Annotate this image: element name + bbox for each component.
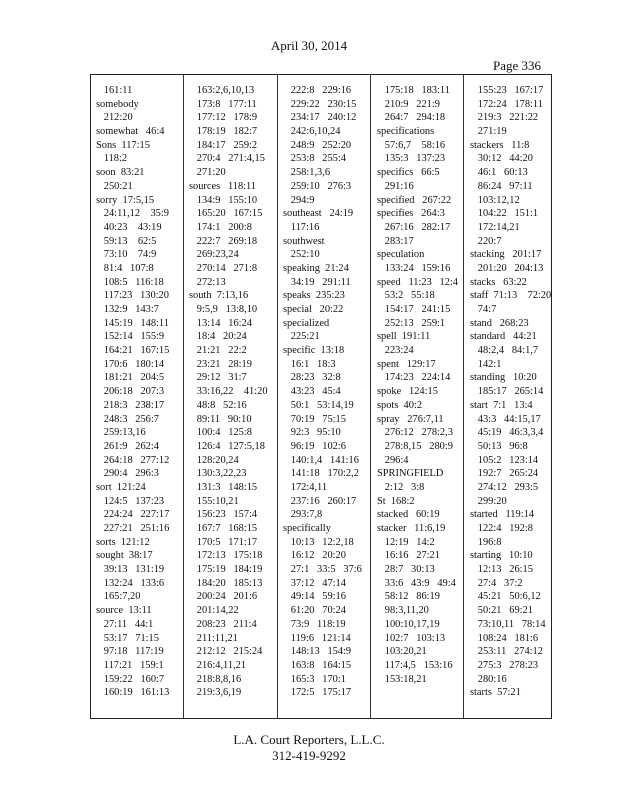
index-entry: stacked 60:19 (377, 509, 440, 521)
index-entry: soon 83:21 (96, 167, 145, 179)
index-entry: standard 44:21 (470, 331, 537, 343)
index-entry: 218:3 238:17 (96, 399, 165, 411)
index-entry: 103:12,12 (470, 194, 520, 206)
index-entry: specifies 264:3 (377, 208, 445, 220)
index-entry: 220:7 (470, 235, 502, 247)
index-entry: 33:6 43:9 49:4 (377, 577, 456, 589)
index-entry: 299:20 (470, 495, 507, 507)
index-entry: 108:5 116:18 (96, 276, 164, 288)
index-column-2 (189, 84, 275, 712)
index-entry: 117:21 159:1 (96, 659, 164, 671)
index-entry: stand 268:23 (470, 317, 529, 329)
index-entry: 117:4,5 153:16 (377, 659, 453, 671)
index-entry: 270:14 271:8 (189, 262, 258, 274)
index-entry: 96:19 102:6 (283, 440, 346, 452)
index-entry: 159:22 160:7 (96, 673, 165, 685)
index-entry: 296:4 (377, 454, 409, 466)
index-entry: 16:1 18:3 (283, 358, 336, 370)
index-entry: 105:2 123:14 (470, 454, 539, 466)
index-entry: staff 71:13 72:20 (470, 290, 552, 302)
index-entry: sorts 121:12 (96, 536, 150, 548)
index-entry: 271:19 (470, 126, 507, 138)
index-entry: 154:17 241:15 (377, 304, 451, 315)
index-entry: 291:16 (377, 180, 414, 192)
index-entry: 27:4 37:2 (470, 577, 523, 589)
page-date: April 30, 2014 (270, 38, 348, 53)
index-entry: somewhat 46:4 (96, 126, 165, 138)
index-entry: 98:3,11,20 (377, 605, 429, 617)
index-entry: 117:16 (283, 221, 320, 233)
index-entry: Sons 117:15 (96, 139, 150, 151)
index-column-3 (283, 84, 369, 712)
index-entry: 126:4 127:5,18 (189, 440, 265, 452)
index-entry: stacking 201:17 (470, 249, 542, 261)
index-entry: speculation (377, 249, 425, 261)
index-entry: 196:8 (470, 536, 502, 548)
index-entry: 252:10 (283, 249, 320, 261)
index-entry: 172:24 178:11 (470, 98, 543, 110)
index-entry: 178:19 182:7 (189, 126, 258, 138)
column-divider (463, 75, 464, 718)
index-entry: 24:11,12 35:9 (96, 208, 169, 220)
index-entry: stacker 11:6,19 (377, 523, 446, 534)
index-entry: 12:19 14:2 (377, 536, 435, 548)
index-entry: 73:9 118:19 (283, 618, 346, 630)
index-entry: 206:18 207:3 (96, 386, 165, 398)
index-entry: 132:24 133:6 (96, 577, 165, 589)
index-entry: 222:8 229:16 (283, 85, 352, 96)
index-entry: 174:1 200:8 (189, 221, 252, 233)
index-entry: 134:9 155:10 (189, 194, 258, 206)
index-entry: 280:16 (470, 673, 507, 685)
index-entry: 222:7 269:18 (189, 235, 258, 247)
index-entry: 40:23 43:19 (96, 221, 162, 233)
index-entry: 248:9 252:20 (283, 139, 352, 151)
index-entry: 33:16,22 41:20 (189, 386, 268, 398)
index-entry: 201:14,22 (189, 605, 239, 617)
index-entry: 223:24 (377, 345, 414, 357)
index-entry: speaking 21:24 (283, 262, 349, 274)
index-entry: 70:19 75:15 (283, 413, 346, 425)
index-entry: spray 276:7,11 (377, 413, 444, 425)
index-entry: 269:23,24 (189, 249, 239, 261)
index-entry: 39:13 131:19 (96, 564, 165, 576)
index-entry: sought 38:17 (96, 550, 153, 562)
index-entry: 164:21 167:15 (96, 345, 170, 357)
index-entry: 271:20 (189, 167, 226, 179)
index-entry: 100:4 125:8 (189, 427, 252, 439)
index-entry: 12:13 26:15 (470, 564, 533, 576)
index-entry: 59:13 62:5 (96, 235, 157, 247)
index-entry: 172:14,21 (470, 221, 520, 233)
index-entry: 267:16 282:17 (377, 221, 451, 233)
index-entry: 102:7 103:13 (377, 632, 446, 644)
index-entry: 104:22 151:1 (470, 208, 539, 220)
index-entry: source 13:11 (96, 605, 152, 617)
index-entry: 48:2,4 84:1,7 (470, 345, 539, 357)
page-number: Page 336 (493, 58, 542, 73)
index-entry: 117:23 130:20 (96, 290, 169, 302)
index-entry: 252:13 259:1 (377, 317, 446, 329)
index-entry: 57:6,7 58:16 (377, 139, 446, 151)
index-entry: 100:10,17,19 (377, 618, 440, 630)
index-entry: south 7:13,16 (189, 290, 249, 302)
index-entry: 165:3 170:1 (283, 673, 346, 685)
index-entry: 97:18 117:19 (96, 646, 164, 658)
index-entry: 212:20 (96, 112, 133, 124)
index-entry: 122:4 192:8 (470, 523, 533, 534)
index-entry: 28:7 30:13 (377, 564, 435, 576)
index-entry: 212:12 215:24 (189, 646, 263, 658)
index-entry: specifically (283, 523, 331, 534)
index-entry: 43:3 44:15,17 (470, 413, 541, 425)
index-entry: 174:23 224:14 (377, 372, 451, 384)
index-entry: 224:24 227:17 (96, 509, 170, 521)
index-entry: 128:20,24 (189, 454, 239, 466)
index-entry: 208:23 211:4 (189, 618, 257, 630)
index-entry: 118:2 (96, 153, 128, 165)
index-entry: 163:2,6,10,13 (189, 85, 255, 96)
index-entry: 28:23 32:8 (283, 372, 341, 384)
index-entry: 108:24 181:6 (470, 632, 539, 644)
index-entry: 253:8 255:4 (283, 153, 346, 165)
index-entry: 253:11 274:12 (470, 646, 543, 658)
index-entry: 177:12 178:9 (189, 112, 258, 124)
index-entry: standing 10:20 (470, 372, 537, 384)
index-column-4 (377, 84, 463, 712)
index-entry: 229:22 230:15 (283, 98, 357, 110)
index-entry: 9:5,9 13:8,10 (189, 304, 258, 315)
index-entry: 278:8,15 280:9 (377, 440, 453, 452)
index-entry: 283:17 (377, 235, 414, 247)
index-entry: 152:14 155:9 (96, 331, 165, 343)
index-entry: 272:13 (189, 276, 226, 288)
index-entry: started 119:14 (470, 509, 534, 521)
index-entry: 148:13 154:9 (283, 646, 352, 658)
index-entry: 185:17 265:14 (470, 386, 544, 398)
index-entry: 18:4 20:24 (189, 331, 247, 343)
index-entry: 219:3 221:22 (470, 112, 539, 124)
index-entry: sources 118:11 (189, 180, 257, 192)
index-column-1 (96, 84, 182, 712)
index-entry: 50:1 53:14,19 (283, 399, 354, 411)
index-entry: specialized (283, 317, 330, 329)
index-entry: 73:10,11 78:14 (470, 618, 546, 630)
index-entry: spots 40:2 (377, 399, 423, 411)
index-entry: 165:20 167:15 (189, 208, 263, 220)
index-entry: sort 121:24 (96, 481, 146, 493)
index-entry: 258:1,3,6 (283, 167, 331, 179)
index-entry: 259:10 276:3 (283, 180, 352, 192)
column-divider (370, 75, 371, 718)
index-entry: 23:21 28:19 (189, 358, 252, 370)
index-entry: sorry 17:5,15 (96, 194, 155, 206)
index-entry: SPRINGFIELD (377, 468, 444, 480)
index-entry: 50:13 96:8 (470, 440, 528, 452)
index-entry: 92:3 95:10 (283, 427, 341, 439)
index-entry: 155:23 167:17 (470, 85, 544, 96)
index-entry: 153:18,21 (377, 673, 427, 685)
index-entry: 86:24 97:11 (470, 180, 533, 192)
index-entry: 225:21 (283, 331, 320, 343)
index-entry: 175:19 184:19 (189, 564, 263, 576)
index-entry: 167:7 168:15 (189, 523, 258, 534)
index-entry: 142:1 (470, 358, 502, 370)
index-entry: 181:21 204:5 (96, 372, 165, 384)
index-entry: 21:21 22:2 (189, 345, 247, 357)
index-entry: stackers 11:8 (470, 139, 530, 151)
index-entry: 49:14 59:16 (283, 591, 346, 603)
index-entry: 135:3 137:23 (377, 153, 446, 165)
column-divider (277, 75, 278, 718)
index-entry: 89:11 90:10 (189, 413, 252, 425)
index-entry: 216:4,11,21 (189, 659, 247, 671)
index-entry: 73:10 74:9 (96, 249, 157, 261)
index-entry: 264:18 277:12 (96, 454, 170, 466)
index-entry: 161:11 (96, 85, 133, 96)
index-entry: 30:12 44:20 (470, 153, 533, 165)
index-entry: 192:7 265:24 (470, 468, 539, 480)
index-column-5 (470, 84, 552, 712)
index-entry: 58:12 86:19 (377, 591, 440, 603)
index-entry: 48:8 52:16 (189, 399, 247, 411)
index-entry: 27:11 44:1 (96, 618, 154, 630)
index-entry: 172:5 175:17 (283, 687, 352, 699)
index-entry: 13:14 16:24 (189, 317, 252, 329)
index-entry: special 20:22 (283, 304, 344, 315)
index-entry: 175:18 183:11 (377, 85, 450, 96)
index-entry: 50:21 69:21 (470, 605, 533, 617)
index-entry: southwest (283, 235, 325, 247)
index-entry: 45:19 46:3,3,4 (470, 427, 544, 439)
index-entry: St 168:2 (377, 495, 415, 507)
index-entry: 173:8 177:11 (189, 98, 257, 110)
index-entry: stacks 63:22 (470, 276, 527, 288)
index-entry: 61:20 70:24 (283, 605, 346, 617)
index-entry: 160:19 161:13 (96, 687, 170, 699)
index-entry: spent 129:17 (377, 358, 436, 370)
index-entry: start 7:1 13:4 (470, 399, 533, 411)
index-entry: 184:20 185:13 (189, 577, 263, 589)
index-entry: 53:17 71:15 (96, 632, 159, 644)
index-entry: 172:13 175:18 (189, 550, 263, 562)
index-entry: 141:18 170:2,2 (283, 468, 359, 480)
index-entry: 275:3 278:23 (470, 659, 539, 671)
index-entry: 140:1,4 141:16 (283, 454, 359, 466)
index-entry: 165:7,20 (96, 591, 141, 603)
index-entry: 250:21 (96, 180, 133, 192)
index-entry: 133:24 159:16 (377, 262, 451, 274)
index-entry: 237:16 260:17 (283, 495, 357, 507)
index-entry: 211:11,21 (189, 632, 238, 644)
index-entry: southeast 24:19 (283, 208, 354, 220)
index-entry: 156:23 157:4 (189, 509, 258, 521)
index-entry: 81:4 107:8 (96, 262, 154, 274)
index-entry: 210:9 221:9 (377, 98, 440, 110)
index-entry: 274:12 293:5 (470, 481, 539, 493)
index-entry: spell 191:11 (377, 331, 431, 343)
index-entry: 264:7 294:18 (377, 112, 446, 124)
index-entry: 16:16 27:21 (377, 550, 440, 562)
index-entry: 276:12 278:2,3 (377, 427, 453, 439)
index-entry: 290:4 296:3 (96, 468, 159, 480)
index-entry: starting 10:10 (470, 550, 533, 562)
index-entry: 2:12 3:8 (377, 481, 425, 493)
index-entry: 74:7 (470, 304, 497, 315)
index-entry: 43:23 45:4 (283, 386, 341, 398)
index-entry: 29:12 31:7 (189, 372, 247, 384)
index-entry: 103:20,21 (377, 646, 427, 658)
index-entry: 248:3 256:7 (96, 413, 159, 425)
index-entry: somebody (96, 98, 139, 110)
index-entry: 294:9 (283, 194, 315, 206)
index-entry: 201:20 204:13 (470, 262, 544, 274)
index-entry: 163:8 164:15 (283, 659, 352, 671)
index-entry: specific 13:18 (283, 345, 345, 357)
footer-company: L.A. Court Reporters, L.L.C. (233, 732, 385, 747)
index-entry: 10:13 12:2,18 (283, 536, 354, 548)
index-entry: 219:3,6,19 (189, 687, 242, 699)
index-entry: 45:21 50:6,12 (470, 591, 541, 603)
index-entry: 170:6 180:14 (96, 358, 165, 370)
column-divider (183, 75, 184, 718)
index-entry: starts 57:21 (470, 687, 521, 699)
index-entry: 293:7,8 (283, 509, 323, 521)
index-entry: 124:5 137:23 (96, 495, 165, 507)
index-entry: 37:12 47:14 (283, 577, 346, 589)
index-entry: specifics 66:5 (377, 167, 440, 179)
index-entry: specifications (377, 126, 435, 138)
index-entry: 46:1 60:13 (470, 167, 528, 179)
index-entry: 27:1 33:5 37:6 (283, 564, 362, 576)
index-entry: 34:19 291:11 (283, 276, 351, 288)
footer-phone: 312-419-9292 (272, 748, 346, 763)
index-entry: 200:24 201:6 (189, 591, 258, 603)
index-entry: 130:3,22,23 (189, 468, 247, 480)
index-entry: 131:3 148:15 (189, 481, 258, 493)
word-index-box (90, 74, 552, 719)
index-entry: 242:6,10,24 (283, 126, 341, 138)
index-entry: speed 11:23 12:4 (377, 276, 458, 288)
index-entry: 155:10,21 (189, 495, 239, 507)
index-entry: 227:21 251:16 (96, 523, 170, 534)
index-entry: 172:4,11 (283, 481, 328, 493)
index-entry: 132:9 143:7 (96, 304, 159, 315)
index-entry: speaks 235:23 (283, 290, 345, 302)
index-entry: specified 267:22 (377, 194, 452, 206)
index-entry: 259:13,16 (96, 427, 146, 439)
index-entry: 170:5 171:17 (189, 536, 258, 548)
index-entry: 234:17 240:12 (283, 112, 357, 124)
index-entry: 16:12 20:20 (283, 550, 346, 562)
index-entry: 261:9 262:4 (96, 440, 159, 452)
index-entry: 145:19 148:11 (96, 317, 169, 329)
index-entry: 53:2 55:18 (377, 290, 435, 302)
index-entry: spoke 124:15 (377, 386, 438, 398)
index-entry: 119:6 121:14 (283, 632, 351, 644)
index-entry: 184:17 259:2 (189, 139, 258, 151)
index-entry: 218:8,8,16 (189, 673, 242, 685)
index-entry: 270:4 271:4,15 (189, 153, 265, 165)
